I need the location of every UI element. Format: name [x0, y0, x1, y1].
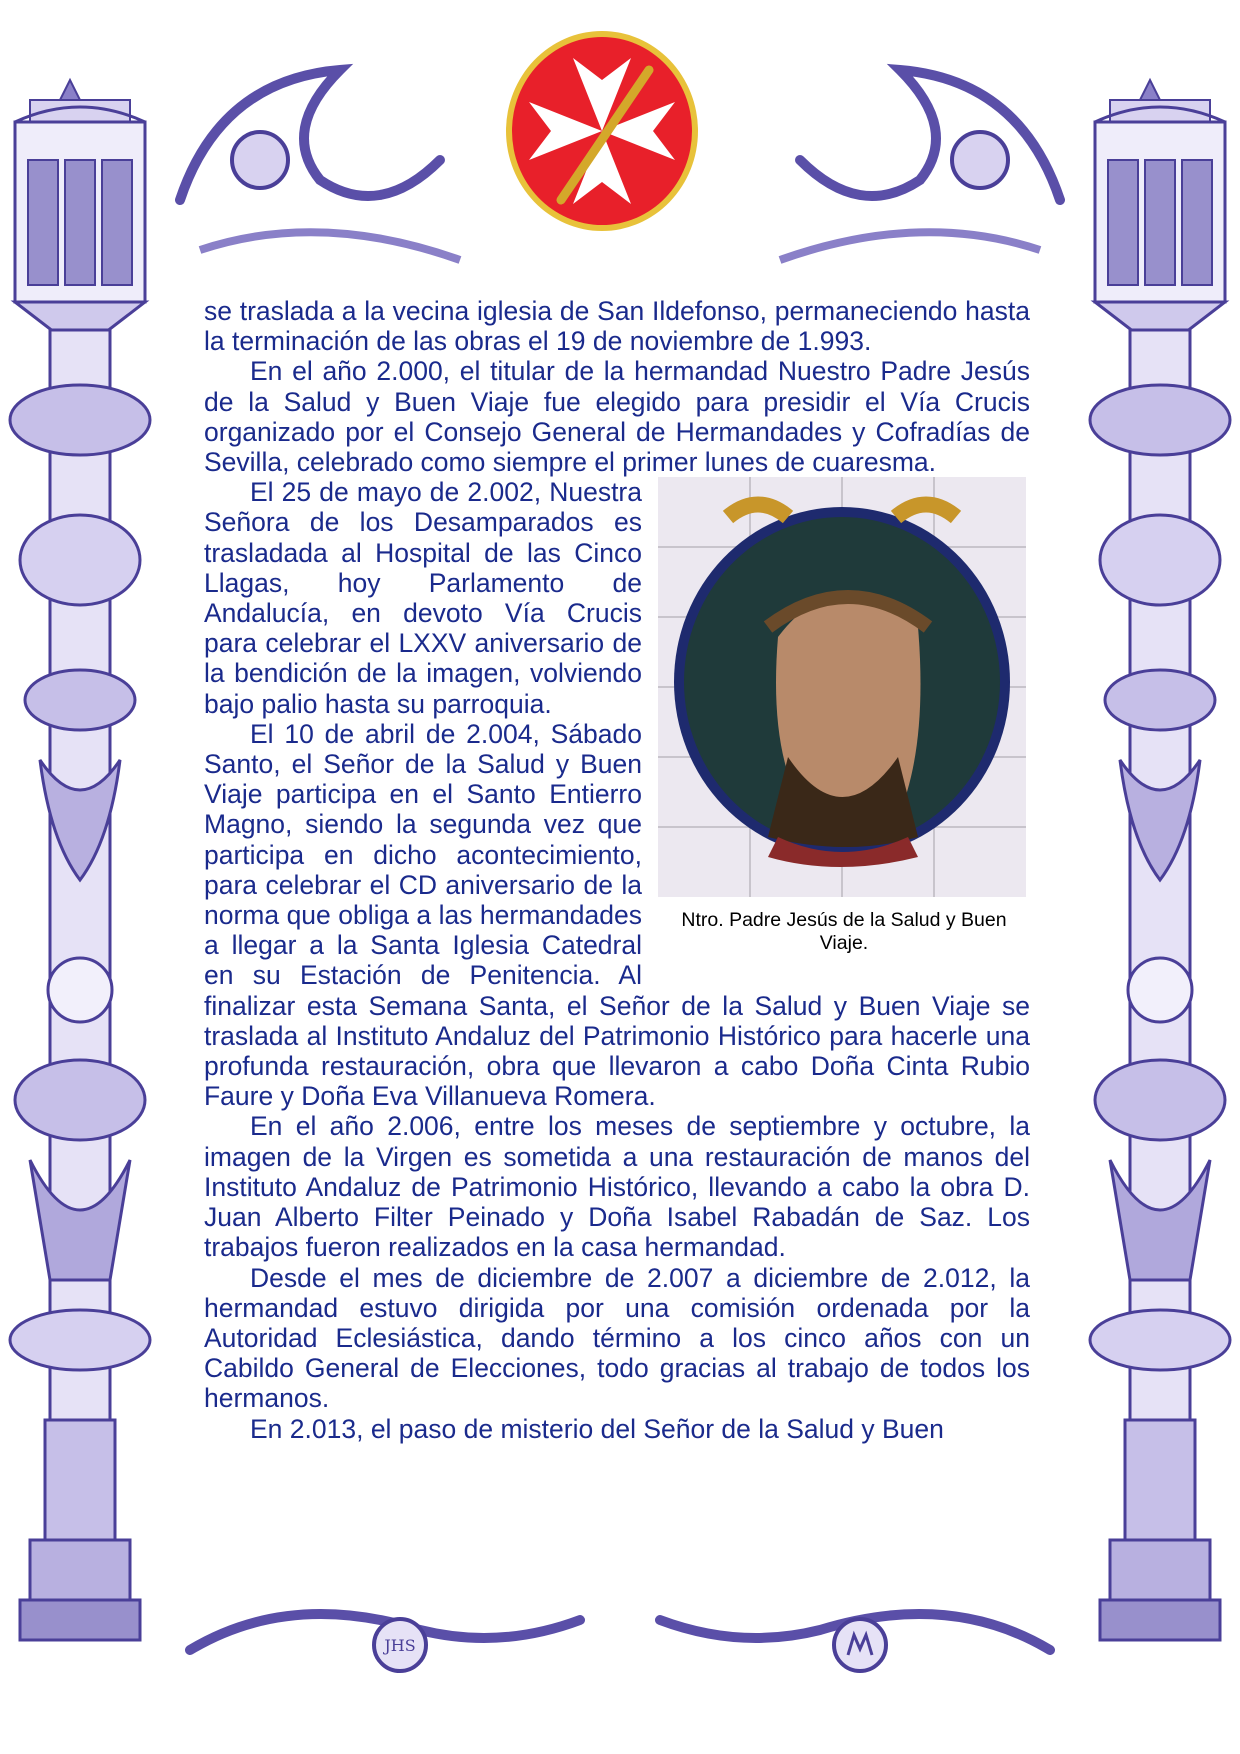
figure-caption: Ntro. Padre Jesús de la Salud y Buen Viaje.	[681, 909, 1007, 955]
monogram-jhs: JHS	[384, 1636, 416, 1655]
figure	[658, 477, 1030, 955]
paragraph-3: El 25 de mayo de 2.002, Nuestra Señora de los Desamparados es trasladada al Hospital de las Cinco Llagas, hoy Parlamento de Andalucía, en devoto Vía Crucis para celebrar el LXXV aniversario de la bendición de la imagen, volviendo bajo palio hasta su parroquia.	[204, 477, 642, 719]
paragraph-1: se traslada a la vecina iglesia de San Ildefonso, permaneciendo hasta la terminación de las obras el 19 de noviembre de 1.993.	[204, 296, 1030, 357]
maltese-cross-shield-icon	[503, 28, 701, 234]
paragraph-7: En 2.013, el paso de misterio del Señor de la Salud y Buen	[250, 1413, 944, 1444]
paragraph-5: En el año 2.006, entre los meses de septiembre y octubre, la imagen de la Virgen es sometida a una restauración de manos del Instituto Andaluz de Patrimonio Histórico, llevando a cabo la obra D. Juan Alberto Filter Peinado y Doña Isabel Rabadán de Saz. Los trabajos fueron realizados en la casa hermandad.	[204, 1111, 1030, 1263]
paragraph-4: El 10 de abril de 2.004, Sábado Santo, el Señor de la Salud y Buen Viaje participa en el Santo Entierro Magno, siendo la segunda vez que participa en dicho acontecimiento, para celebrar el CD aniversario de la norma que obliga a las hermandades a llegar a la Santa Iglesia Catedral en su Estación de Penitencia. Al finalizar esta Semana Santa, el Señor de la Salud y Buen Viaje se traslada al Instituto Andaluz del Patrimonio Histórico para hacerle una profunda restauración, obra que llevaron a cabo Doña Cinta Rubio Faure y Doña Eva Villanueva Romera.	[204, 718, 1030, 1112]
paragraph-6: Desde el mes de diciembre de 2.007 a diciembre de 2.012, la hermandad estuvo dirigida por una comisión ordenada por la Autoridad Eclesiástica, dando término a los cinco años con un Cabildo General de Elecciones, todo gracias al trabajo de todos los hermanos.	[204, 1262, 1030, 1414]
jesus-portrait-image	[658, 477, 1026, 897]
body-text	[204, 296, 1030, 1444]
paragraph-2: En el año 2.000, el titular de la hermandad Nuestro Padre Jesús de la Salud y Buen Viaje fue elegido para presidir el Vía Crucis organizado por el Consejo General de Hermandades y Cofradías de Sevilla, celebrado como siempre el primer lunes de cuaresma.	[204, 356, 1030, 478]
